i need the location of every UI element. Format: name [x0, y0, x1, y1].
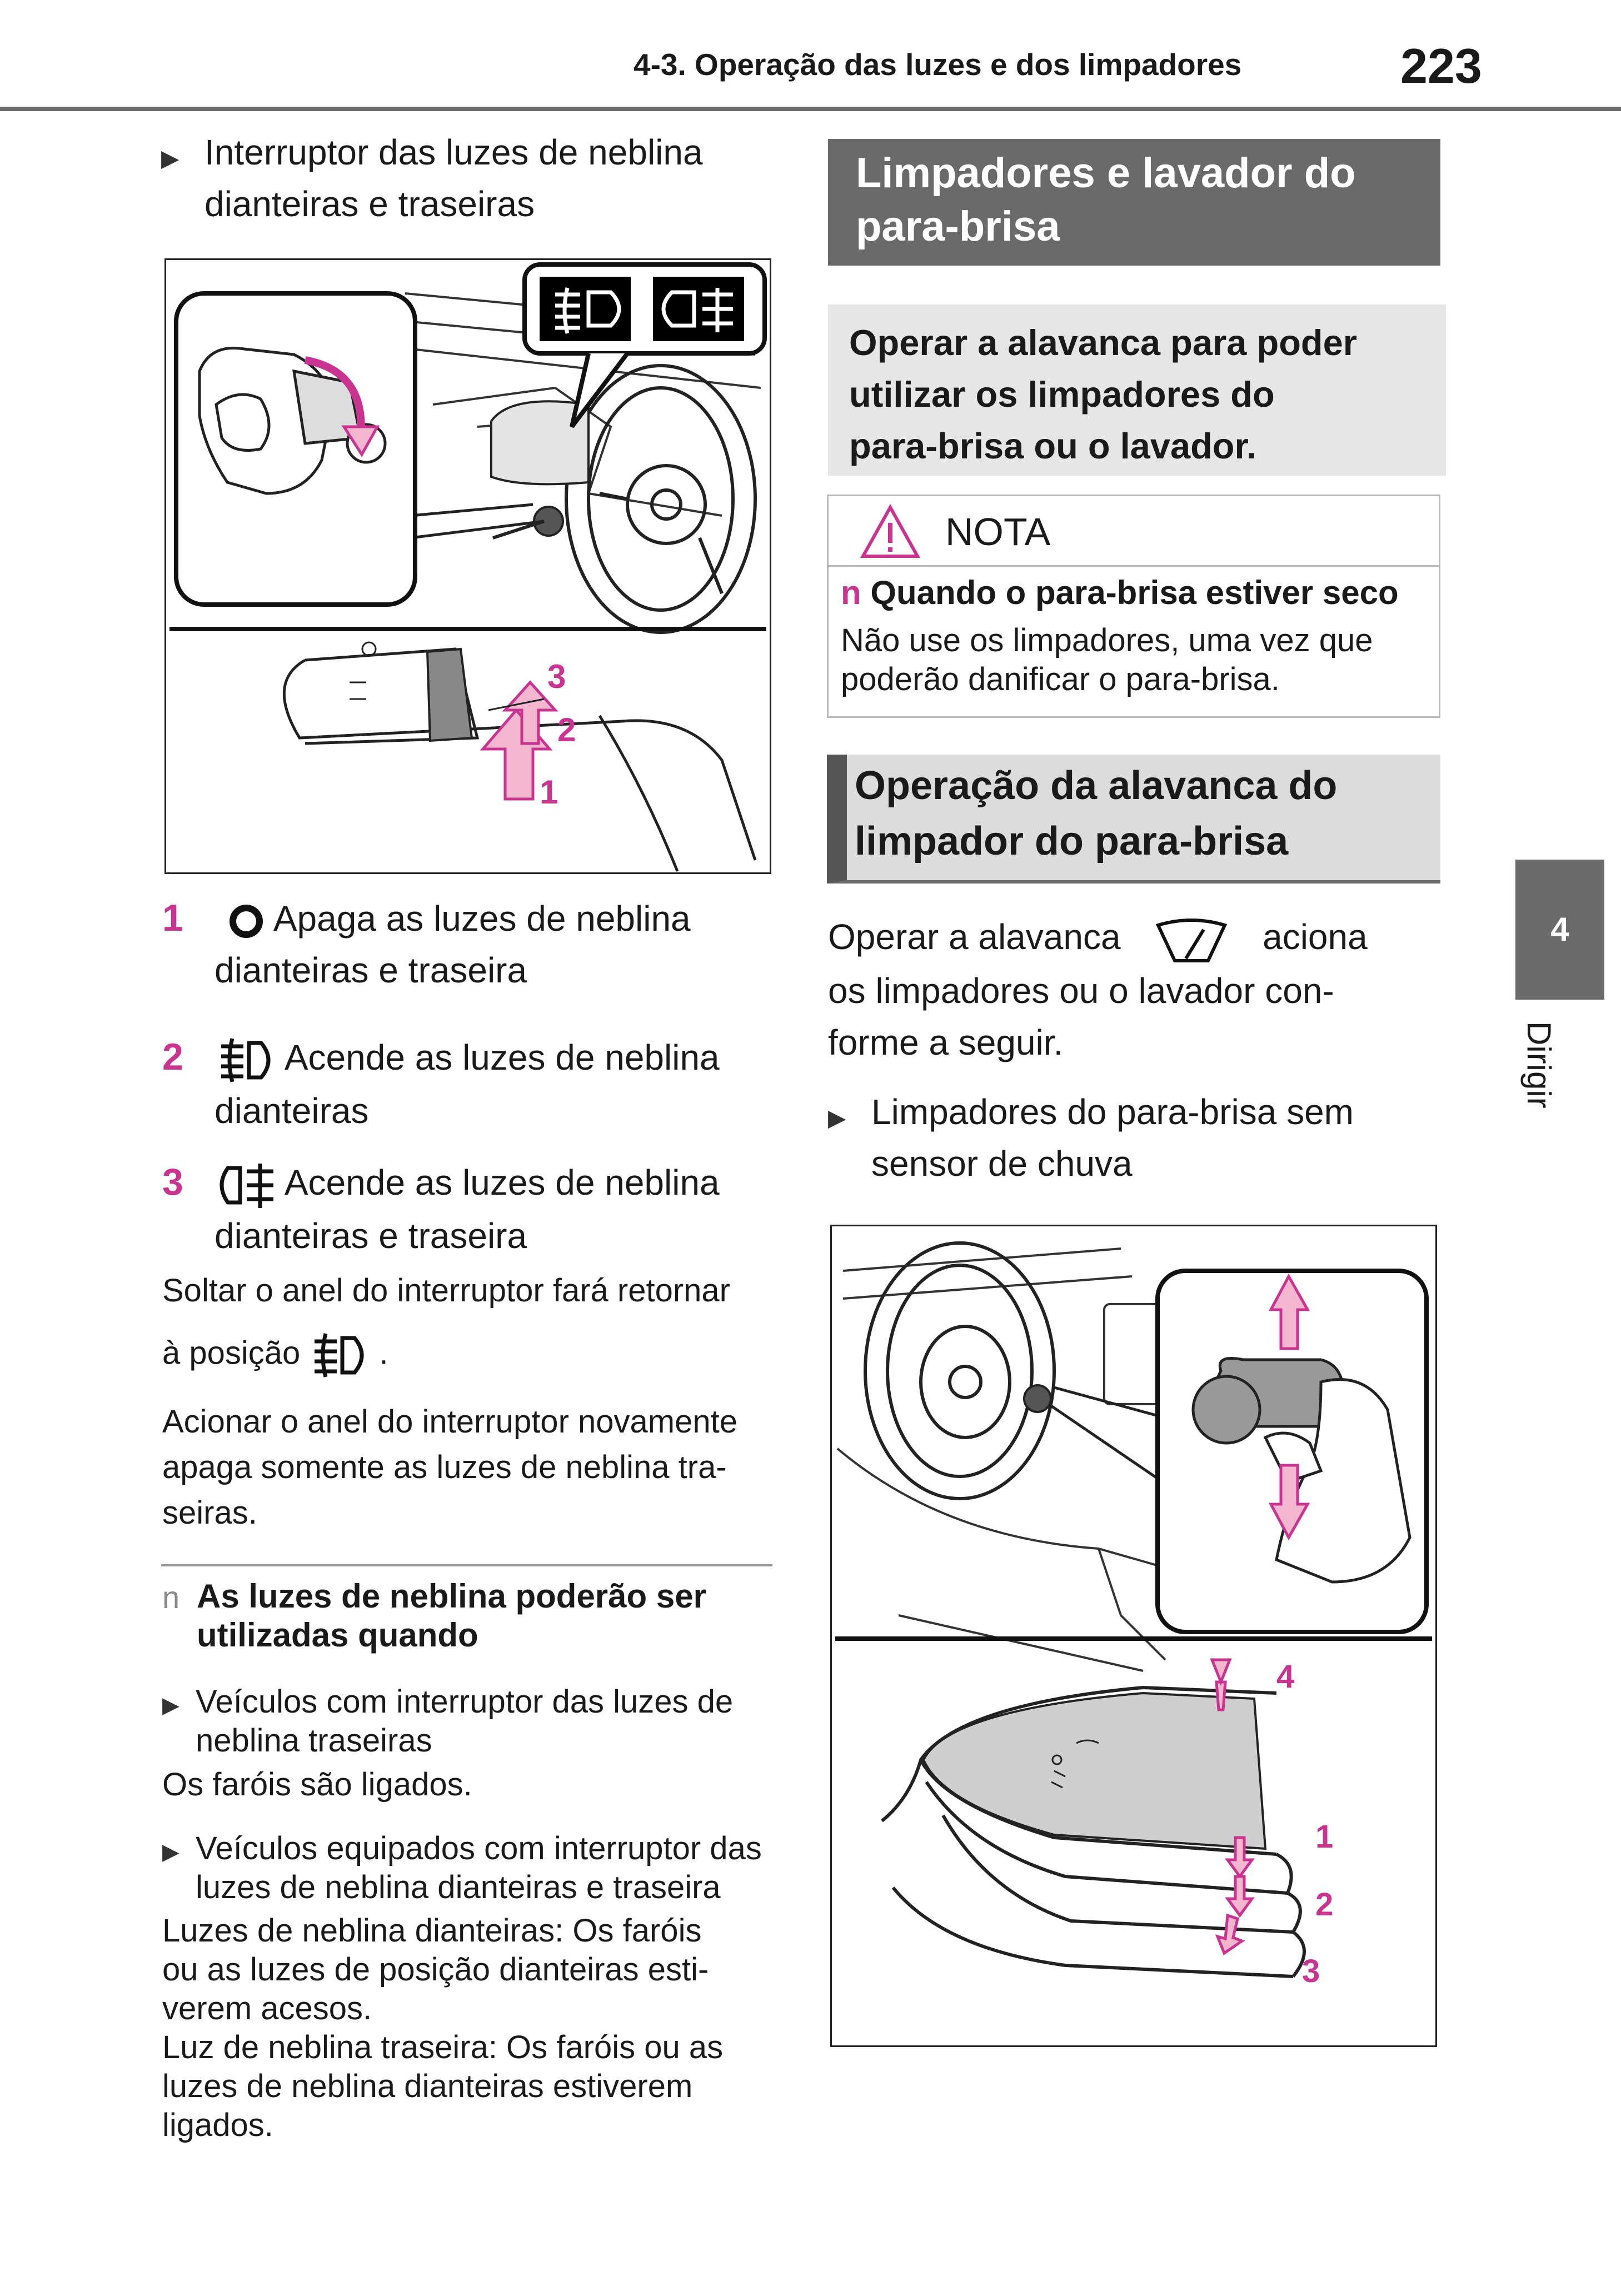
bullet-both-2: luzes de neblina dianteiras e traseira — [196, 1869, 721, 1905]
nota-marker: n — [841, 574, 861, 611]
bullet-both — [196, 1829, 762, 1907]
nota-text — [841, 621, 1439, 699]
bullet-rear — [196, 1683, 733, 1760]
section-title-2: para-brisa — [856, 203, 1060, 250]
front-fog-icon — [540, 277, 631, 341]
wiper-bullet — [871, 1086, 1354, 1190]
callout-1: 1 — [1315, 1819, 1334, 1855]
again-line-2: apaga somente as luzes de neblina tra- — [162, 1449, 727, 1485]
rear-fog-line-2: luzes de neblina dianteiras estiverem — [162, 2068, 693, 2104]
intro-line-2: dianteiras e traseiras — [205, 184, 535, 224]
step-text-2: dianteiras e traseira — [215, 1216, 527, 1256]
bullet-rear-1: ▶ Veículos com interruptor das luzes de — [196, 1684, 734, 1720]
front-line-3: verem acesos. — [162, 1990, 372, 2027]
off-ring-icon — [227, 902, 266, 941]
front-line-1: Luzes de neblina dianteiras: Os faróis — [162, 1913, 702, 1949]
fog-switch-illustration — [166, 260, 770, 872]
release-line-2: à posição — [162, 1335, 301, 1371]
release-period: . — [379, 1335, 388, 1371]
rear-fog-line-1: Luz de neblina traseira: Os faróis ou as — [162, 2029, 724, 2065]
operate-line-3: forme a seguir. — [828, 1022, 1064, 1063]
section-title-1: Limpadores e lavador do — [856, 149, 1356, 197]
steering-wheel-icon — [865, 1243, 1054, 1499]
operate-text-a: Operar a alavanca — [828, 917, 1121, 957]
nota-label: NOTA — [945, 510, 1051, 553]
release-line-1: Soltar o anel do interruptor fará retornar — [162, 1272, 730, 1309]
step-text-2: dianteiras e traseira — [215, 950, 527, 990]
rear-text: Os faróis são ligados. — [162, 1766, 472, 1803]
intro-bullet — [205, 127, 703, 230]
front-fog-icon — [309, 1330, 370, 1380]
section-header: 4-3. Operação das luzes e dos limpadores — [634, 47, 1242, 82]
note-divider — [161, 1564, 772, 1566]
intro-line-1: ▶ Interruptor das luzes de neblina — [205, 132, 703, 172]
nota-title: Quando o para-brisa estiver seco — [870, 574, 1399, 611]
note-title — [162, 1577, 706, 1655]
release-paragraph — [162, 1268, 730, 1380]
callout-2: 2 — [557, 711, 576, 748]
bullet-rear-2: neblina traseiras — [196, 1723, 432, 1759]
note-marker: n — [162, 1580, 180, 1615]
callout-3: 3 — [547, 658, 566, 695]
chapter-label: Dirigir — [1520, 1021, 1558, 1109]
chapter-tab[interactable]: 4 — [1515, 860, 1604, 1000]
operate-line-2: os limpadores ou o lavador con- — [828, 971, 1334, 1011]
header-divider — [0, 107, 1621, 111]
callout-4: 4 — [1276, 1659, 1295, 1695]
wiper-lever-figure — [830, 1225, 1437, 2047]
section-title — [828, 139, 1440, 266]
again-line-3: seiras. — [162, 1495, 257, 1531]
wiper-bullet-1: ▶ Limpadores do para-brisa sem — [871, 1092, 1354, 1132]
wiper-bullet-2: sensor de chuva — [871, 1144, 1133, 1184]
steering-wheel-icon — [566, 366, 755, 632]
note-block — [162, 1577, 706, 1655]
callout-2: 2 — [1315, 1886, 1334, 1923]
operate-paragraph — [828, 911, 1368, 1069]
callout-1: 1 — [540, 773, 558, 811]
wiper-lever-illustration — [832, 1226, 1435, 2045]
subsection-title-2: limpador do para-brisa — [855, 819, 1289, 864]
subsection-title-1: Operação da alavanca do — [855, 763, 1338, 808]
step-number: 3 — [162, 1161, 183, 1203]
note-title-2: utilizadas quando — [197, 1616, 478, 1654]
rear-fog-icon — [216, 1160, 277, 1210]
wiper-icon — [1153, 914, 1230, 965]
bullet-both-1: ▶ Veículos equipados com interruptor das — [196, 1830, 762, 1866]
nota-box — [827, 495, 1440, 718]
summary-1: Operar a alavanca para poder — [849, 322, 1358, 363]
page-number: 223 — [1400, 38, 1482, 93]
step-text-2: dianteiras — [215, 1091, 369, 1131]
subsection-title — [827, 755, 1440, 884]
step-2 — [162, 1031, 720, 1137]
front-text — [162, 1911, 723, 2145]
front-line-2: ou as luzes de posição dianteiras esti- — [162, 1951, 709, 1988]
note-title-1: As luzes de neblina poderão ser — [197, 1578, 706, 1615]
nota-text-2: poderão danificar o para-brisa. — [841, 661, 1280, 697]
summary-box — [828, 305, 1446, 476]
operate-text-b: aciona — [1263, 917, 1368, 957]
again-paragraph — [162, 1399, 737, 1536]
summary-2: utilizar os limpadores do — [849, 374, 1275, 415]
again-line-1: Acionar o anel do interruptor novamente — [162, 1404, 737, 1440]
step-text: Apaga as luzes de neblina — [273, 899, 691, 939]
rear-fog-line-3: ligados. — [162, 2107, 273, 2143]
step-1 — [162, 892, 691, 996]
fog-switch-figure — [164, 258, 771, 874]
step-text: Acende as luzes de neblina — [284, 1037, 720, 1077]
nota-text-1: Não use os limpadores, uma vez que — [841, 622, 1373, 658]
callout-3: 3 — [1302, 1953, 1320, 1989]
step-text: Acende as luzes de neblina — [284, 1162, 720, 1202]
front-fog-icon — [216, 1035, 277, 1085]
step-number: 2 — [162, 1036, 183, 1078]
warning-icon — [860, 504, 921, 560]
summary-3: para-brisa ou o lavador. — [849, 426, 1257, 466]
step-3 — [162, 1156, 720, 1262]
step-number: 1 — [162, 897, 183, 939]
